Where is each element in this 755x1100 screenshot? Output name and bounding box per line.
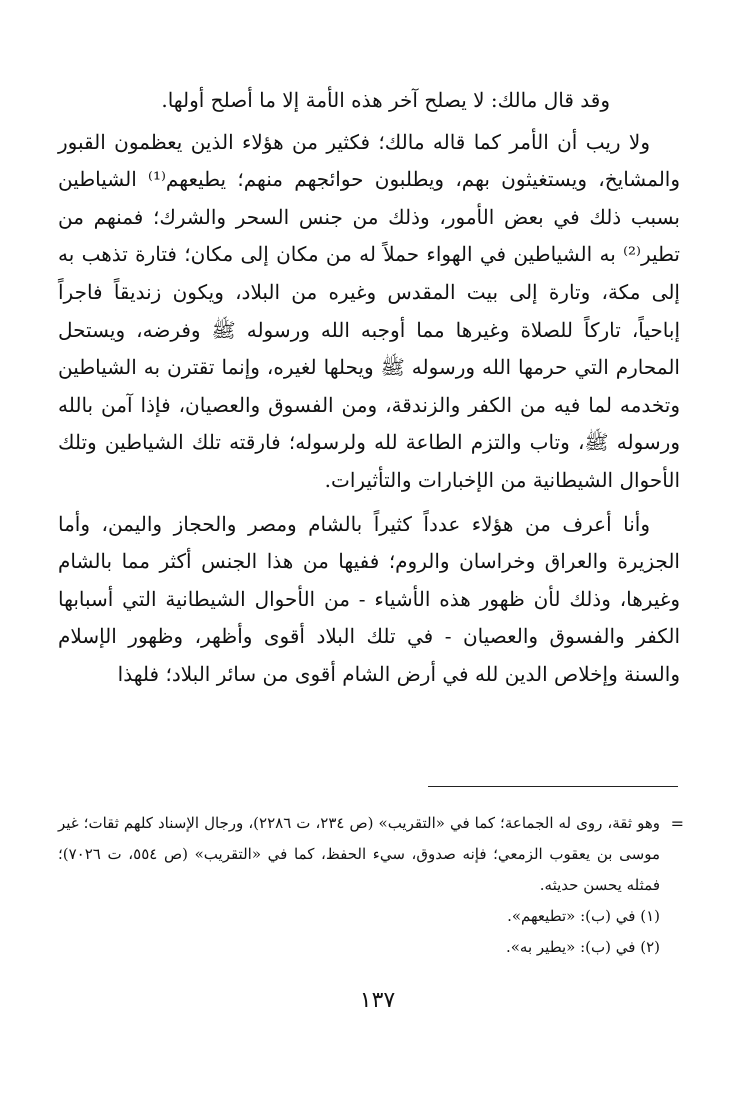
footnotes xyxy=(58,808,684,963)
footnote-2: (٢) في (ب): «يطير به». xyxy=(505,938,660,956)
continuation-marker: = xyxy=(670,814,684,833)
footnote-1: (١) في (ب): «تطيعهم». xyxy=(507,907,660,925)
footnote-continuation-text: وهو ثقة، روى له الجماعة؛ كما في «التقريب» (ص ٢٣٤، ت ٢٢٨٦)، ورجال الإسناد كلهم ثقات؛ غير موسى بن يعقوب الزمعي؛ فإنه صدوق، سيء الحفظ، كما في «التقريب» (ص ٥٥٤، ت ٧٠٢٦)؛ فمثله يحسن حديثه. xyxy=(58,814,661,894)
paragraph-2: ولا ريب أن الأمر كما قاله مالك؛ فكثير من هؤلاء الذين يعظمون القبور والمشايخ، ويستغيثون بهم، ويطلبون حوائجهم منهم؛ يطيعهم⁽¹⁾ الشياطين بسبب ذلك في بعض الأمور، وذلك من جنس السحر والشرك؛ فمنهم من تطير⁽²⁾ به الشياطين في الهواء حملاً له من مكان إلى مكان؛ فتارة تذهب به إلى مكة، وتارة إلى بيت المقدس وغيره من البلاد، ويكون زنديقاً فاجراً إباحياً، تاركاً للصلاة وغيرها مما أوجبه الله ورسوله ﷺ وفرضه، ويستحل المحارم التي حرمها الله ورسوله ﷺ ويحلها لغيره، وإنما تقترن به الشياطين وتخدمه لما فيه من الكفر والزندقة، ومن الفسوق والعصيان، فإذا آمن بالله ورسوله ﷺ، وتاب والتزم الطاعة لله ولرسوله؛ فارقته تلك الشياطين وتلك الأحوال الشيطانية من الإخبارات والتأثيرات. xyxy=(58,129,681,492)
paragraph-1: وقد قال مالك: لا يصلح آخر هذه الأمة إلا ما أصلح أولها. xyxy=(161,88,610,112)
main-text xyxy=(58,82,680,700)
footnote-separator xyxy=(428,786,678,787)
page-number: ١٣٧ xyxy=(359,988,396,1013)
paragraph-3: وأنا أعرف من هؤلاء عدداً كثيراً بالشام ومصر والحجاز واليمن، وأما الجزيرة والعراق وخراسان والروم؛ ففيها من هذا الجنس أكثر مما بالشام وغيرها، وذلك لأن ظهور هذه الأشياء - من الأحوال الشيطانية التي أسبابها الكفر والفسوق والعصيان - في تلك البلاد أقوى وأظهر، وظهور الإسلام والسنة وإخلاص الدين لله في أرض الشام أقوى من سائر البلاد؛ فلهذا xyxy=(58,511,680,686)
footnote-continuation xyxy=(58,808,684,901)
